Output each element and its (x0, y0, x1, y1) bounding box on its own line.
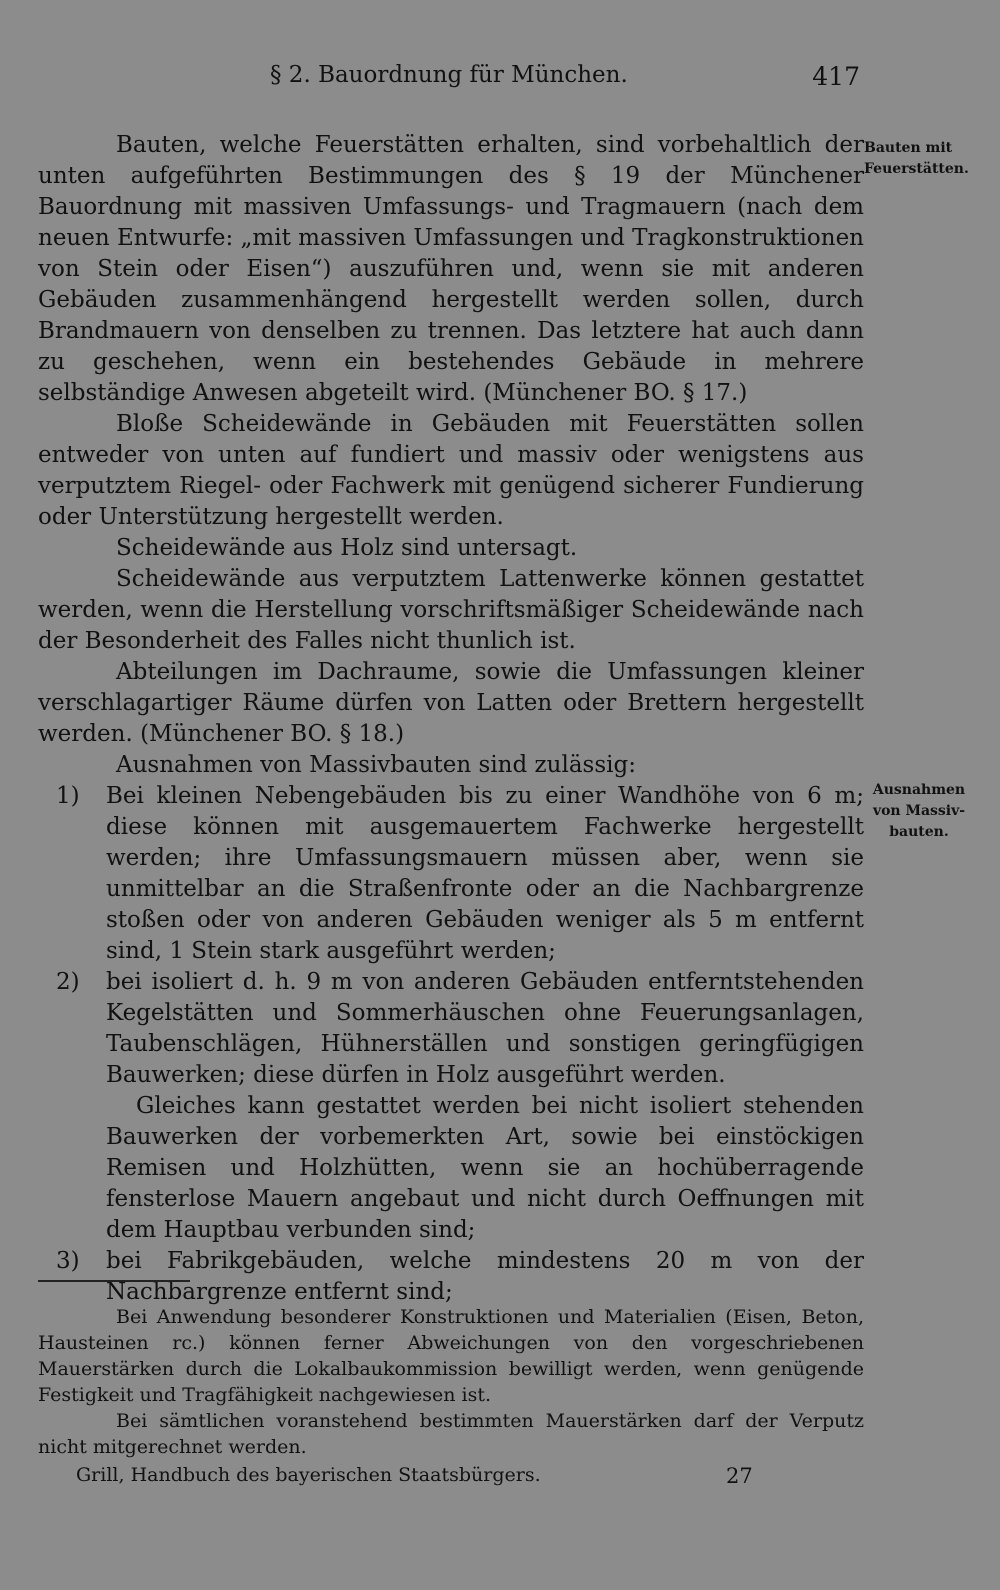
signature-mark: 27 (726, 1464, 753, 1488)
footnote: Bei Anwendung besonderer Konstruktionen und Materialien (Eisen, Beton, Hausteinen rc.) können ferner Abweichungen von den vorgeschriebenen Mauerstärken durch die Lokalbaukommission bewilligt werden, wenn genügende Festigkeit und Tragfähigkeit nachgewiesen ist. (38, 1306, 864, 1406)
list-item-continuation: Gleiches kann gestattet werden bei nicht isoliert stehenden Bauwerken der vorbemerkten Art, sowie bei einstöckigen Remisen und Holzhütten, wenn sie an hochüberragende fensterlose Mauern angebaut und nicht durch Oeffnungen mit dem Hauptbau verbunden sind; (106, 1093, 864, 1243)
paragraph: Scheidewände aus verputztem Lattenwerke können gestattet werden, wenn die Herstellung vorschriftsmäßiger Scheidewände nach der Besonderheit des Falles nicht thunlich ist. (38, 566, 864, 654)
paragraph: Bloße Scheidewände in Gebäuden mit Feuerstätten sollen entweder von unten auf fundiert und massiv oder wenigstens aus verputztem Riegel- oder Fachwerk mit genügend sicherer Fundierung oder Unterstützung hergestellt werden. (38, 411, 864, 530)
margin-note-feuerstaetten: Bauten mit Feuerstätten. (864, 140, 969, 177)
running-header (270, 62, 860, 94)
page-footer (76, 1464, 756, 1494)
list-item (38, 1246, 864, 1308)
list-item-text: bei isoliert d. h. 9 m von anderen Gebäuden entferntstehenden Kegelstätten und Sommerhäuschen ohne Feuerungsanlagen, Taubenschlägen, Hühnerställen und sonstigen geringfügigen Bauwerken; diese dürfen in Holz ausgeführt werden. (106, 969, 864, 1088)
list-item-text: Bei kleinen Nebengebäuden bis zu einer Wandhöhe von 6 m; diese können mit ausgemauertem Fachwerke hergestellt werden; ihre Umfassungsmauern müssen aber, wenn sie unmittelbar an die Straßenfronte oder an die Nachbargrenze stoßen oder von anderen Gebäuden weniger als 5 m entfernt sind, 1 Stein stark ausgeführt werden; (106, 783, 864, 964)
list-item-text: bei Fabrikgebäuden, welche mindestens 20 m von der Nachbargrenze entfernt sind; (106, 1248, 864, 1305)
footnotes (38, 1304, 864, 1460)
list-item (38, 781, 864, 967)
footnote-divider (38, 1280, 190, 1282)
list-item-number: 2) (56, 969, 80, 995)
footnote: Bei sämtlichen voranstehend bestimmten Mauerstärken darf der Verputz nicht mitgerechnet werden. (38, 1410, 864, 1458)
page-number: 417 (812, 62, 860, 91)
paragraph: Scheidewände aus Holz sind untersagt. (116, 535, 578, 561)
list-item (38, 967, 864, 1091)
footer-source: Grill, Handbuch des bayerischen Staatsbürgers. (76, 1464, 541, 1486)
list-item-number: 1) (56, 783, 80, 809)
margin-note-ausnahmen: Ausnahmen von Massivbauten. (872, 782, 966, 840)
paragraph: Abteilungen im Dachraume, sowie die Umfassungen kleiner verschlagartiger Räume dürfen von Latten oder Brettern hergestellt werden. (Münchener BO. § 18.) (38, 659, 864, 747)
main-text (38, 130, 864, 1308)
paragraph: Bauten, welche Feuerstätten erhalten, sind vorbehaltlich der unten aufgeführten Bestimmungen des § 19 der Münchener Bauordnung mit massiven Umfassungs- und Tragmauern (nach dem neuen Entwurfe: „mit massiven Umfassungen und Tragkonstruktionen von Stein oder Eisen“) auszuführen und, wenn sie mit anderen Gebäuden zusammenhängend hergestellt werden sollen, durch Brandmauern von denselben zu trennen. Das letztere hat auch dann zu geschehen, wenn ein bestehendes Gebäude in mehrere selbständige Anwesen abgeteilt wird. (Münchener BO. § 17.) (38, 132, 864, 406)
header-title: § 2. Bauordnung für München. (270, 62, 628, 88)
list-item-number: 3) (56, 1248, 80, 1274)
paragraph: Ausnahmen von Massivbauten sind zulässig: (116, 752, 636, 778)
